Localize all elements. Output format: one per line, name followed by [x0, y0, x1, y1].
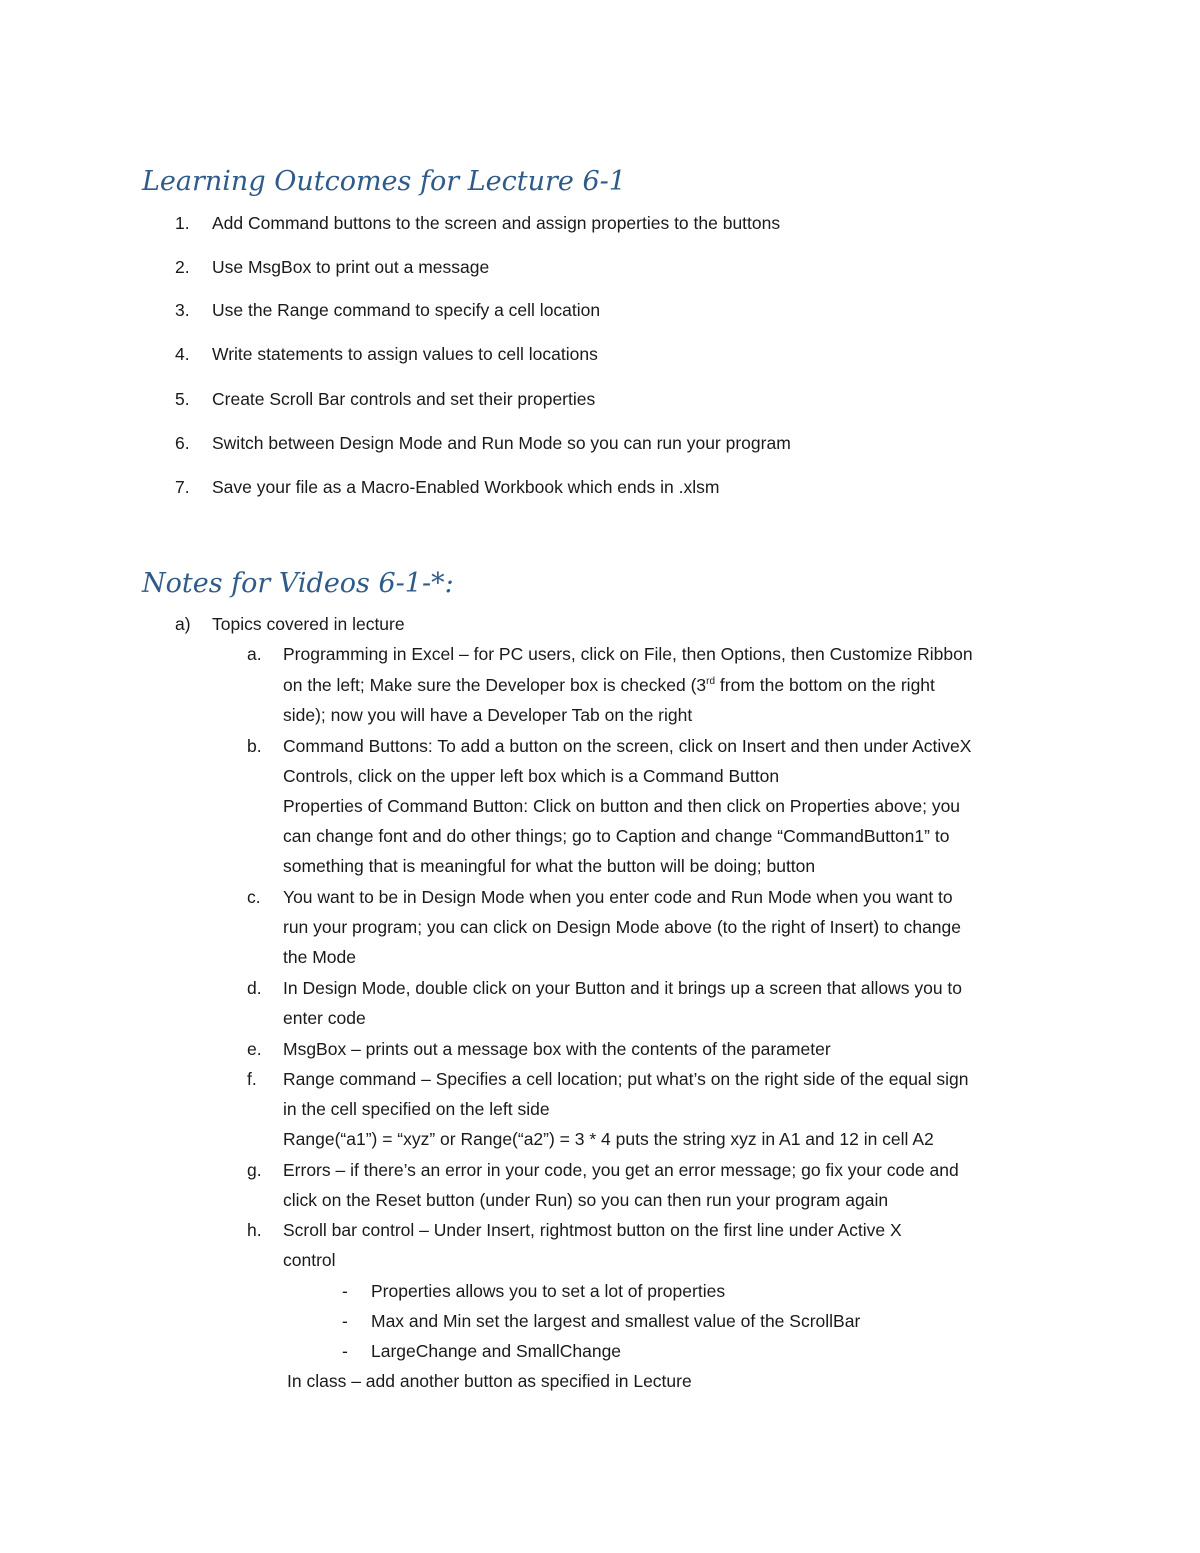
note-text-part: from the bottom on the right	[715, 675, 935, 695]
outcome-number: 1.	[175, 213, 190, 233]
topic-label: Topics covered in lecture	[212, 614, 405, 634]
note-text: control	[283, 1250, 336, 1270]
outcome-item: Save your file as a Macro-Enabled Workbook which ends in .xlsm	[212, 477, 720, 497]
outcome-item: Write statements to assign values to cell locations	[212, 344, 598, 364]
outcome-number: 3.	[175, 300, 190, 320]
note-marker: b.	[247, 736, 262, 756]
note-text: side); now you will have a Developer Tab on the right	[283, 705, 693, 725]
outcome-item: Create Scroll Bar controls and set their properties	[212, 389, 596, 409]
note-marker: c.	[247, 887, 261, 907]
dash-bullet: -	[342, 1281, 348, 1301]
note-text: You want to be in Design Mode when you enter code and Run Mode when you want to	[283, 887, 953, 907]
dash-bullet: -	[342, 1311, 348, 1331]
sub-bullet-text: LargeChange and SmallChange	[371, 1341, 622, 1361]
topic-marker: a)	[175, 614, 191, 634]
outcome-number: 2.	[175, 257, 190, 277]
note-text: in the cell specified on the left side	[283, 1099, 550, 1119]
outcome-number: 6.	[175, 433, 190, 453]
notes-heading: Notes for Videos 6-1-*:	[142, 568, 454, 599]
outcome-item: Use MsgBox to print out a message	[212, 257, 490, 277]
dash-bullet: -	[342, 1341, 348, 1361]
note-text: In Design Mode, double click on your Button and it brings up a screen that allows you to	[283, 978, 963, 998]
note-text: can change font and do other things; go to Caption and change “CommandButton1” to	[283, 826, 950, 846]
sub-bullet-text: Properties allows you to set a lot of properties	[371, 1281, 726, 1301]
closing-note: In class – add another button as specified in Lecture	[287, 1371, 692, 1391]
note-marker: a.	[247, 644, 262, 664]
note-text: something that is meaningful for what the button will be doing; button	[283, 856, 816, 876]
note-text: Properties of Command Button: Click on button and then click on Properties above; you	[283, 796, 961, 816]
outcome-item: Use the Range command to specify a cell location	[212, 300, 601, 320]
note-text: Command Buttons: To add a button on the screen, click on Insert and then under ActiveX	[283, 736, 972, 756]
note-text: click on the Reset button (under Run) so you can then run your program again	[283, 1190, 889, 1210]
note-marker: d.	[247, 978, 262, 998]
outcome-item: Switch between Design Mode and Run Mode so you can run your program	[212, 433, 791, 453]
outcome-number: 7.	[175, 477, 190, 497]
outcome-number: 4.	[175, 344, 190, 364]
note-text: Scroll bar control – Under Insert, rightmost button on the first line under Active X	[283, 1220, 902, 1240]
note-text: Controls, click on the upper left box which is a Command Button	[283, 766, 780, 786]
note-text: the Mode	[283, 947, 356, 967]
outcome-number: 5.	[175, 389, 190, 409]
note-marker: h.	[247, 1220, 262, 1240]
note-text: Programming in Excel – for PC users, click on File, then Options, then Customize Ribbon	[283, 644, 973, 664]
note-marker: g.	[247, 1160, 262, 1180]
note-text: run your program; you can click on Design Mode above (to the right of Insert) to change	[283, 917, 961, 937]
sub-bullet-text: Max and Min set the largest and smallest value of the ScrollBar	[371, 1311, 861, 1331]
ordinal-superscript: rd	[706, 676, 716, 688]
note-text: Range command – Specifies a cell location; put what’s on the right side of the equal sign	[283, 1069, 969, 1089]
note-text: enter code	[283, 1008, 366, 1028]
outcomes-heading: Learning Outcomes for Lecture 6-1	[142, 166, 626, 197]
note-text	[283, 674, 935, 696]
note-marker: f.	[247, 1069, 257, 1089]
outcome-item: Add Command buttons to the screen and assign properties to the buttons	[212, 213, 781, 233]
note-text: MsgBox – prints out a message box with the contents of the parameter	[283, 1039, 831, 1059]
code-example: Range(“a1”) = “xyz” or Range(“a2”) = 3 * 4 puts the string xyz in A1 and 12 in cell A2	[283, 1129, 934, 1149]
note-marker: e.	[247, 1039, 262, 1059]
note-text-part: on the left; Make sure the Developer box is checked (3	[283, 675, 707, 695]
note-text: Errors – if there’s an error in your code, you get an error message; go fix your code and	[283, 1160, 959, 1180]
